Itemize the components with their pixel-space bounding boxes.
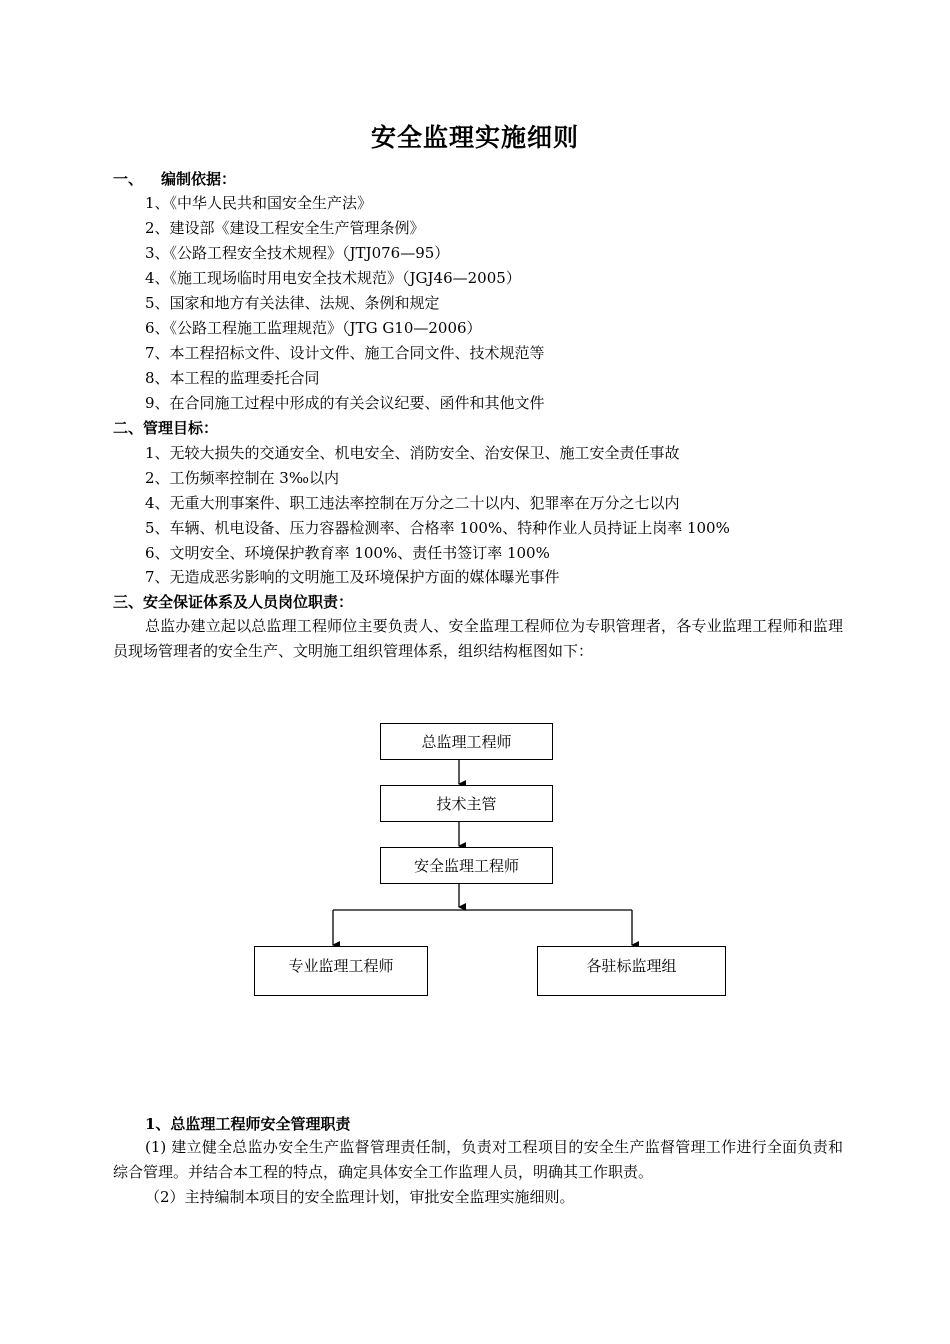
duties-paragraph-2: （2）主持编制本项目的安全监理计划，审批安全监理实施细则。 <box>145 1188 575 1206</box>
basis-item: 3、《公路工程安全技术规程》（JTJ076—95） <box>145 244 450 262</box>
section-1-number: 一、 <box>113 170 144 188</box>
goal-item: 6、文明安全、环境保护教育率 100%、责任书签订率 100% <box>145 544 550 562</box>
org-box-safety-label: 安全监理工程师 <box>413 857 519 875</box>
org-box-specialist-label: 专业监理工程师 <box>288 957 394 975</box>
basis-item: 1、《中华人民共和国安全生产法》 <box>145 194 373 212</box>
goal-item: 1、无较大损失的交通安全、机电安全、消防安全、治安保卫、施工安全责任事故 <box>145 444 680 462</box>
section-2-heading: 二、管理目标： <box>113 419 219 437</box>
basis-item: 8、本工程的监理委托合同 <box>145 369 320 387</box>
section-1-label: 编制依据： <box>161 170 237 188</box>
org-box-technical-supervisor <box>380 785 553 822</box>
org-box-chief-engineer <box>380 723 553 760</box>
goal-item: 2、工伤频率控制在 3‰以内 <box>145 469 339 487</box>
org-box-safety-engineer <box>380 847 553 884</box>
goal-item: 7、无造成恶劣影响的文明施工及环境保护方面的媒体曝光事件 <box>145 568 560 586</box>
basis-item: 2、建设部《建设工程安全生产管理条例》 <box>145 219 425 237</box>
org-box-station-groups <box>537 946 726 996</box>
goal-item: 4、无重大刑事案件、职工违法率控制在万分之二十以内、犯罪率在万分之七以内 <box>145 494 680 512</box>
org-box-chief-label: 总监理工程师 <box>421 733 512 751</box>
basis-item: 7、本工程招标文件、设计文件、施工合同文件、技术规范等 <box>145 344 545 362</box>
org-box-station-label: 各驻标监理组 <box>586 957 677 975</box>
goal-item: 5、车辆、机电设备、压力容器检测率、合格率 100%、特种作业人员持证上岗率 100% <box>145 519 730 537</box>
section-3-intro: 总监办建立起以总监理工程师位主要负责人、安全监理工程师位为专职管理者，各专业监理工程师和监理员现场管理者的安全生产、文明施工组织管理体系，组织结构框图如下： <box>113 617 843 660</box>
section-3-heading: 三、安全保证体系及人员岗位职责： <box>113 593 354 611</box>
basis-item: 5、国家和地方有关法律、法规、条例和规定 <box>145 294 440 312</box>
document-title: 安全监理实施细则 <box>370 123 579 152</box>
duties-heading: 1、总监理工程师安全管理职责 <box>145 1115 351 1133</box>
basis-item: 6、《公路工程施工监理规范》（JTG G10—2006） <box>145 319 482 337</box>
org-box-specialist-engineer <box>254 946 428 996</box>
basis-item: 4、《施工现场临时用电安全技术规范》（JGJ46—2005） <box>145 269 521 287</box>
duties-paragraph-1: (1) 建立健全总监办安全生产监督管理责任制，负责对工程项目的安全生产监督管理工作进行全面负责和综合管理。并结合本工程的特点，确定具体安全工作监理人员，明确其工作职责。 <box>113 1138 843 1181</box>
org-box-tech-label: 技术主管 <box>436 795 497 813</box>
basis-item: 9、在合同施工过程中形成的有关会议纪要、函件和其他文件 <box>145 394 545 412</box>
